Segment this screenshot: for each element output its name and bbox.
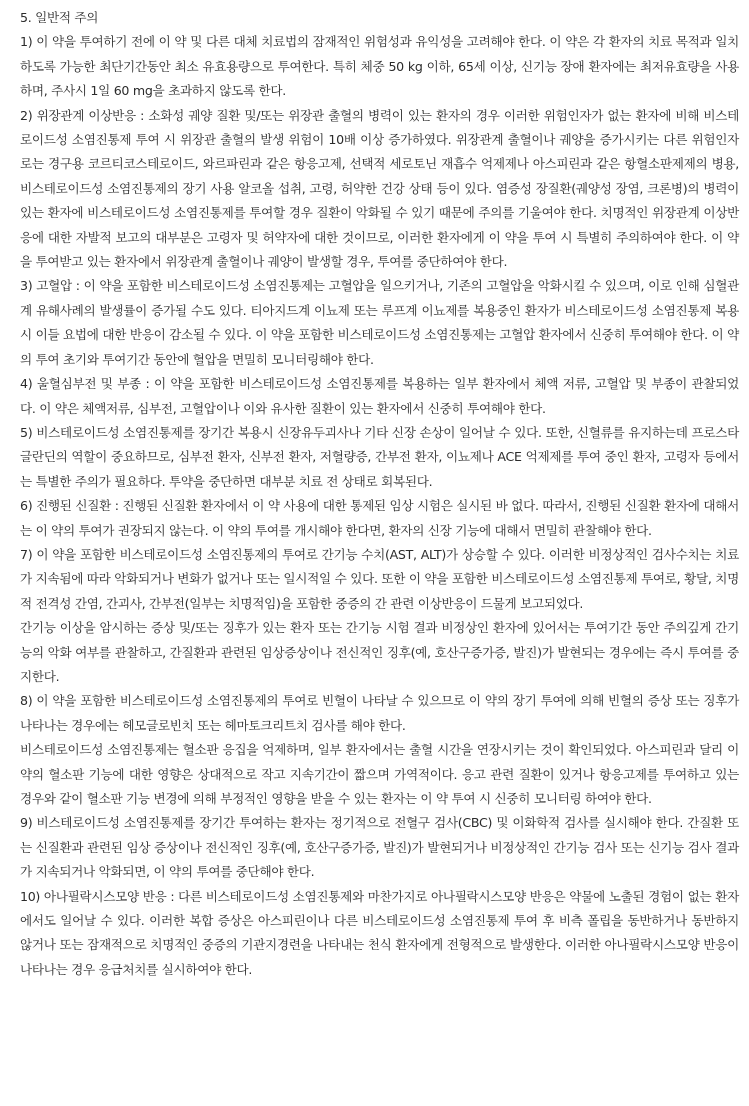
paragraph-7: 7) 이 약을 포함한 비스테로이드성 소염진통제의 투여로 간기능 수치(AST, ALT)가 상승할 수 있다. 이러한 비정상적인 검사수치는 치료가 지속됨에 따라 악화되거나 변화가 없거나 또는 일시적일 수 있다. 또한 이 약을 포함한 비스테로이드성 소염진통제 투여로, 황달, 치명적 전격성 간염, 간괴사, 간부전(일부는 치명적임)을 포함한 중증의 간 관련 이상반응이 드물게 보고되었다. — [20, 546, 739, 611]
paragraph-10: 10) 아나필락시스모양 반응 : 다른 비스테로이드성 소염진통제와 마찬가지로 아나필락시스모양 반응은 약물에 노출된 경험이 없는 환자에서도 일어날 수 있다. 이러한 복합 증상은 아스피린이나 다른 비스테로이드성 소염진통제 투여 후 비측 폴립을 동반하거나 동반하지 않거나 또는 잠재적으로 치명적인 중증의 기관지경련을 나타내는 천식 환자에게 전형적으로 발생한다. 이러한 아나필락시스모양 반응이 나타나는 경우 응급처치를 실시하여야 한다. — [20, 888, 739, 977]
paragraph-3: 3) 고혈압 : 이 약을 포함한 비스테로이드성 소염진통제는 고혈압을 일으키거나, 기존의 고혈압을 악화시킬 수 있으며, 이로 인해 심혈관계 유해사례의 발생률이 증가될 수도 있다. 티아지드계 이뇨제 또는 루프계 이뇨제를 복용중인 환자가 비스테로이드성 소염진통제 복용시 이들 요법에 대한 반응이 감소될 수 있다. 이 약을 포함한 비스테로이드성 소염진통제는 고혈압 환자에서 신중히 투여해야 한다. 이 약의 투여 초기와 투여기간 동안에 혈압을 면밀히 모니터링해야 한다. — [20, 278, 739, 367]
paragraph-9: 9) 비스테로이드성 소염진통제를 장기간 투여하는 환자는 정기적으로 전혈구 검사(CBC) 및 이화학적 검사를 실시해야 한다. 간질환 또는 신질환과 관련된 임상 증상이나 전신적인 징후(예, 호산구증가증, 발진)가 발현되거나 비정상적인 간기능 검사 또는 신기능 검사 결과가 지속되거나 악화되면, 이 약의 투여를 중단해야 한다. — [20, 815, 739, 880]
paragraph-8: 8) 이 약을 포함한 비스테로이드성 소염진통제의 투여로 빈혈이 나타날 수 있으므로 이 약의 장기 투여에 의해 빈혈의 증상 또는 징후가 나타나는 경우에는 헤모글로빈치 또는 헤마토크리트치 검사를 해야 한다. — [20, 693, 739, 733]
paragraph-8-continued: 비스테로이드성 소염진통제는 혈소판 응집을 억제하며, 일부 환자에서는 출혈 시간을 연장시키는 것이 확인되었다. 아스피린과 달리 이 약의 혈소판 기능에 대한 영향은 상대적으로 작고 지속기간이 짧으며 가역적이다. 응고 관련 질환이 있거나 항응고제를 투여하고 있는 경우와 같이 혈소판 기능 변경에 의해 부정적인 영향을 받을 수 있는 환자는 이 약 투여 시 신중히 모니터링 하여야 한다. — [20, 742, 739, 806]
section-heading: 5. 일반적 주의 — [20, 10, 99, 25]
paragraph-1: 1) 이 약을 투여하기 전에 이 약 및 다른 대체 치료법의 잠재적인 위험성과 유익성을 고려해야 한다. 이 약은 각 환자의 치료 목적과 일치하도록 가능한 최단기간동안 최소 유효용량으로 투여한다. 특히 체중 50 kg 이하, 65세 이상, 신기능 장애 환자에는 최저유효량을 사용하며, 주사시 1일 60 mg을 초과하지 않도록 한다. — [20, 34, 739, 99]
paragraph-6: 6) 진행된 신질환 : 진행된 신질환 환자에서 이 약 사용에 대한 통제된 임상 시험은 실시된 바 없다. 따라서, 진행된 신질환 환자에 대해서는 이 약의 투여가 권장되지 않는다. 이 약의 투여를 개시해야 한다면, 환자의 신장 기능에 대해서 면밀히 관찰해야 한다. — [20, 498, 739, 538]
paragraph-5: 5) 비스테로이드성 소염진통제를 장기간 복용시 신장유두괴사나 기타 신장 손상이 일어날 수 있다. 또한, 신혈류를 유지하는데 프로스타글란딘의 역할이 중요하므로, 심부전 환자, 신부전 환자, 저혈량증, 간부전 환자, 이뇨제나 ACE 억제제를 투여 중인 환자, 고령자 등에서는 특별한 주의가 필요하다. 투약을 중단하면 대부분 치료 전 상태로 회복된다. — [20, 424, 739, 489]
paragraph-7-continued: 간기능 이상을 암시하는 증상 및/또는 징후가 있는 환자 또는 간기능 시험 결과 비정상인 환자에 있어서는 투여기간 동안 주의깊게 간기능의 악화 여부를 관찰하고, 간질환과 관련된 임상증상이나 전신적인 징후(예, 호산구증가증, 발진)가 발현되는 경우에는 즉시 투여를 중지한다. — [20, 620, 739, 684]
paragraph-4: 4) 울혈심부전 및 부종 : 이 약을 포함한 비스테로이드성 소염진통제를 복용하는 일부 환자에서 체액 저류, 고혈압 및 부종이 관찰되었다. 이 약은 체액저류, 심부전, 고혈압이나 이와 유사한 질환이 있는 환자에서 신중히 투여해야 한다. — [20, 376, 739, 416]
paragraph-2: 2) 위장관계 이상반응 : 소화성 궤양 질환 및/또는 위장관 출혈의 병력이 있는 환자의 경우 이러한 위험인자가 없는 환자에 비해 비스테로이드성 소염진통제 투여 시 위장관 출혈의 발생 위험이 10배 이상 증가하였다. 위장관계 출혈이나 궤양을 증가시키는 다른 위험인자로는 경구용 코르티코스테로이드, 와르파린과 같은 항응고제, 선택적 세로토닌 재흡수 억제제나 아스피린과 같은 항혈소판제제의 병용, 비스테로이드성 소염진통제의 장기 사용 알코올 섭취, 고령, 허약한 건강 상태 등이 있다. 염증성 장질환(궤양성 장염, 크론병)의 병력이 있는 환자에 비스테로이드성 소염진통제를 투여할 경우 질환이 악화될 수 있기 때문에 주의를 기울여야 한다. 치명적인 위장관계 이상반응에 대한 자발적 보고의 대부분은 고령자 및 허약자에 대한 것이므로, 이러한 환자에게 이 약을 투여 시 특별히 주의하여야 한다. 이 약을 투여받고 있는 환자에서 위장관계 출혈이나 궤양이 발생할 경우, 투여를 중단하여야 한다. — [20, 107, 739, 270]
